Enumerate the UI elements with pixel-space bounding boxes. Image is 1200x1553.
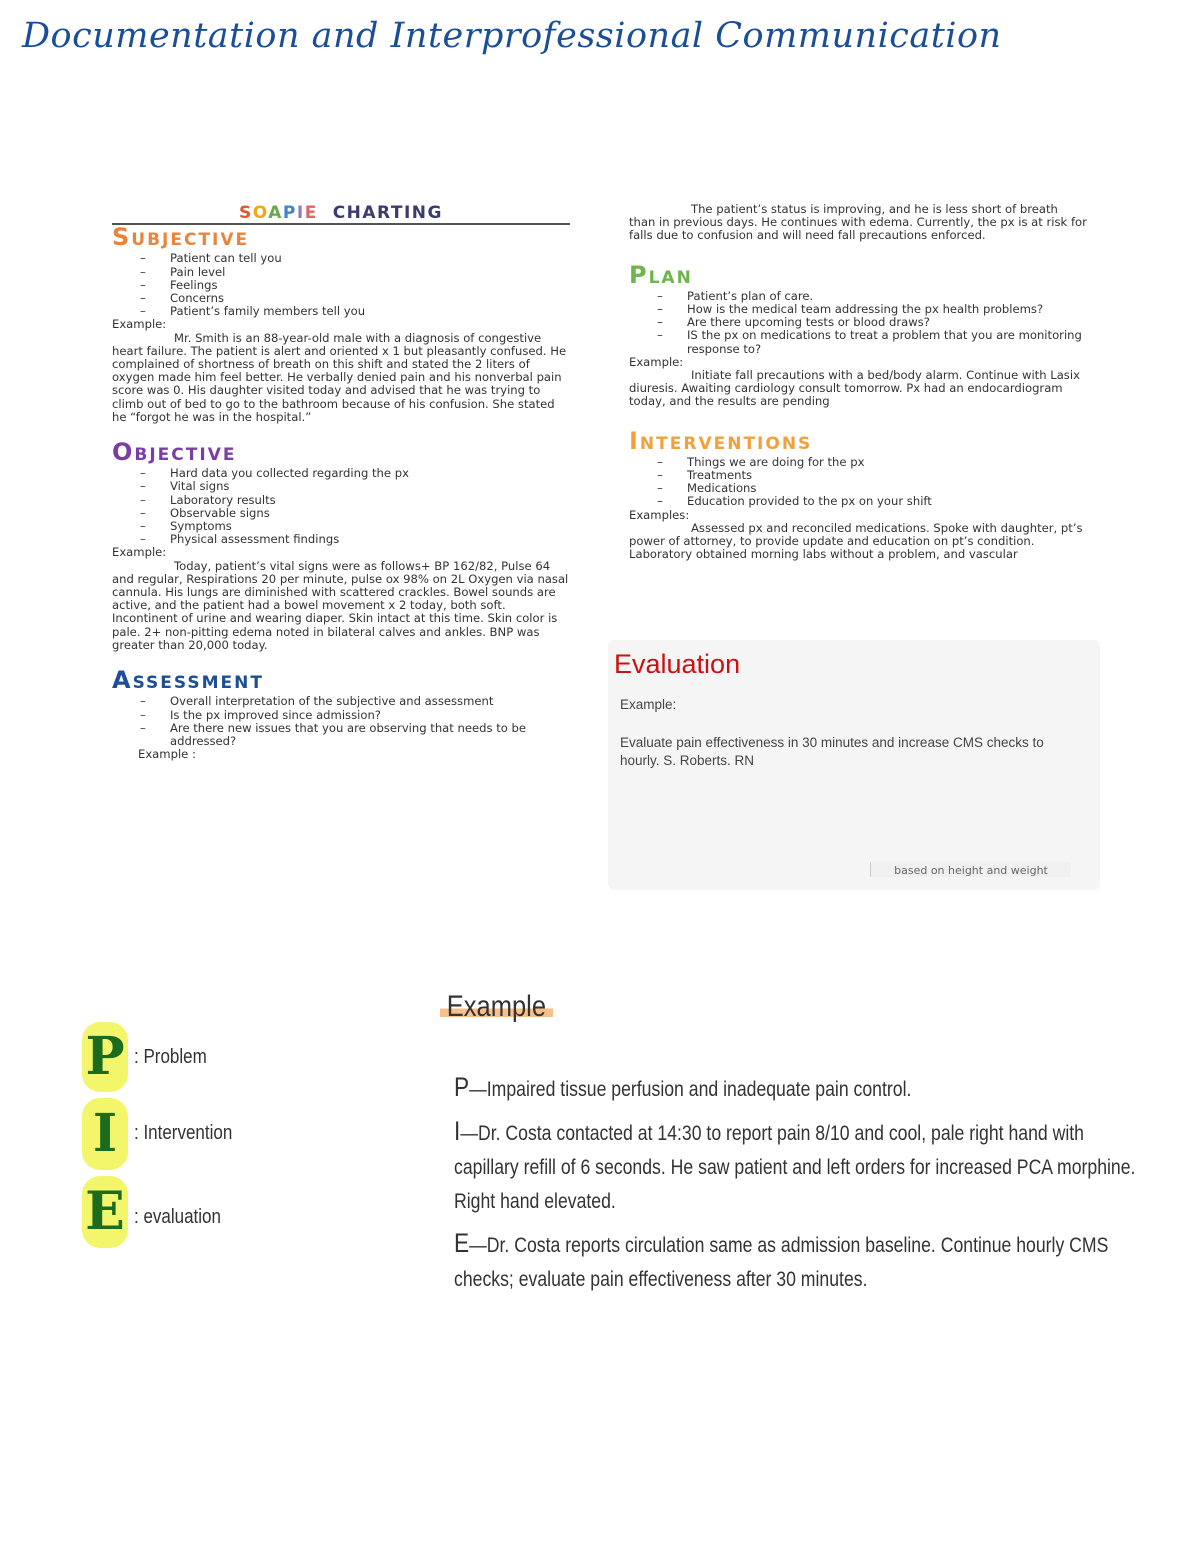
example-intervention-line-1: [454, 1114, 1168, 1151]
list-item: – IS the px on medications to treat a problem that you are monitoring response to?: [657, 329, 1087, 355]
soapie-right-column: [629, 203, 1087, 561]
example-e-text-1: —Dr. Costa reports circulation same as admission baseline. Continue hourly CMS: [469, 1234, 1109, 1257]
list-item: – How is the medical team addressing the px health problems?: [657, 303, 1087, 316]
assessment-heading: Assessment: [112, 666, 264, 695]
subjective-list: [112, 252, 570, 318]
list-item: – Vital signs: [140, 480, 570, 493]
interventions-example: [629, 522, 1087, 562]
pie-label-problem: : Problem: [134, 1046, 207, 1068]
list-item: – Patient’s family members tell you: [140, 305, 570, 318]
example-evaluation-line-2: checks; evaluate pain effectiveness after 30 minutes.: [454, 1268, 868, 1291]
list-item: – Patient’s plan of care.: [657, 290, 1087, 303]
list-item: – Hard data you collected regarding the px: [140, 467, 570, 480]
objective-heading: Objective: [112, 438, 237, 467]
evaluation-example: Evaluate pain effectiveness in 30 minutes and increase CMS checks to hourly. S. Roberts. RN: [620, 735, 1044, 768]
example-intervention-line-2: capillary refill of 6 seconds. He saw patient and left orders for increased PCA morphine.: [454, 1156, 1136, 1179]
plan-heading: Plan: [629, 260, 693, 289]
subjective-example: [112, 332, 570, 424]
list-item: – Medications: [657, 482, 1087, 495]
list-item: – Is the px improved since admission?: [140, 709, 570, 722]
pie-letter-p: P: [82, 1022, 128, 1092]
evaluation-table-fragment: based on height and weight: [870, 862, 1071, 877]
example-intervention-line-3: Right hand elevated.: [454, 1190, 616, 1213]
soapie-letter-i: I: [296, 203, 305, 223]
assessment-list: [112, 695, 570, 748]
interventions-list: [629, 456, 1087, 509]
list-item: – Things we are doing for the px: [657, 456, 1087, 469]
list-item: – Are there new issues that you are observing that needs to be addressed?: [140, 722, 570, 748]
example-label: Example:: [629, 354, 684, 369]
list-item: – Feelings: [140, 279, 570, 292]
list-item: – Treatments: [657, 469, 1087, 482]
objective-example-text: Today, patient’s vital signs were as follows+ BP 162/82, Pulse 64 and regular, Respirations 20 per minute, pulse ox 98% on 2L Oxygen via nasal cannula. His lungs are diminished with scattered crackles. Bowel sounds are active, and the patient had a bowel movement x 2 today, both soft. Incontinent of urine and wearing diaper. Skin intact at this time. Skin color is pale. 2+ non-pitting edema noted in bilateral calves and ankles. BNP was greater than 20,000 today.: [112, 558, 569, 652]
example-e-letter: E: [454, 1228, 470, 1258]
pie-letter-e: E: [82, 1176, 128, 1248]
example-p-text: —Impaired tissue perfusion and inadequate pain control.: [469, 1078, 912, 1101]
example-i-text-1: —Dr. Costa contacted at 14:30 to report pain 8/10 and cool, pale right hand with: [460, 1122, 1084, 1145]
soapie-charting-heading: [112, 203, 570, 223]
soapie-letter-a: A: [268, 203, 283, 223]
example-heading: Example: [440, 990, 553, 1024]
soapie-letter-o: O: [252, 203, 269, 223]
plan-list: [629, 290, 1087, 356]
list-item: – Concerns: [140, 292, 570, 305]
example-problem-line: [454, 1070, 1168, 1107]
soapie-letter-s: S: [239, 203, 253, 223]
example-label: Examples:: [629, 507, 690, 522]
example-evaluation-line-1: [454, 1226, 1168, 1263]
evaluation-heading: Evaluation: [614, 649, 741, 679]
soapie-letter-p: P: [282, 203, 297, 223]
example-i-letter: I: [454, 1116, 461, 1146]
example-label: Example:: [112, 545, 167, 560]
example-label: Example :: [138, 747, 196, 762]
pie-label-intervention: : Intervention: [134, 1122, 233, 1144]
list-item: – Are there upcoming tests or blood draws?: [657, 316, 1087, 329]
objective-list: [112, 467, 570, 546]
pie-label-evaluation: : evaluation: [134, 1206, 221, 1228]
page-title: Documentation and Interprofessional Communication: [22, 16, 1002, 56]
plan-example: [629, 369, 1087, 409]
soapie-left-column: [112, 205, 570, 761]
subjective-heading: Subjective: [112, 223, 250, 252]
example-label: Example:: [112, 317, 167, 332]
list-item: – Patient can tell you: [140, 252, 570, 265]
list-item: – Overall interpretation of the subjective and assessment: [140, 695, 570, 708]
objective-example: [112, 560, 570, 652]
list-item: – Physical assessment findings: [140, 533, 570, 546]
soapie-letter-e: E: [304, 203, 318, 223]
plan-example-text: Initiate fall precautions with a bed/body alarm. Continue with Lasix diuresis. Awaiting cardiology consult tomorrow. Px had an endocardiogram today, and the results are pending: [629, 368, 1080, 409]
list-item: – Symptoms: [140, 520, 570, 533]
interventions-example-text: Assessed px and reconciled medications. Spoke with daughter, pt’s power of attorney, to provide update and education on pt’s condition. Laboratory obtained morning labs without a problem, and vascular: [629, 520, 1083, 562]
evaluation-example-label: Example:: [620, 697, 677, 712]
list-item: – Laboratory results: [140, 494, 570, 507]
subjective-example-text: Mr. Smith is an 88-year-old male with a diagnosis of congestive heart failure. The patient is alert and oriented x 1 but pleasantly confused. He complained of shortness of breath on this shift and stated the 2 liters of oxygen made him feel better. He verbally denied pain and his nonverbal pain score was 0. His daughter visited today and advised that he was trying to climb out of bed to go to the bathroom because of his confusion. She stated he “forgot he was in the hospital.”: [112, 330, 567, 424]
interventions-heading: Interventions: [629, 426, 813, 455]
assessment-example: [629, 203, 1087, 243]
list-item: – Education provided to the px on your shift: [657, 495, 1087, 508]
example-p-letter: P: [454, 1072, 470, 1102]
soapie-charting-word: CHARTING: [332, 203, 443, 223]
list-item: – Observable signs: [140, 507, 570, 520]
pie-letter-i: I: [82, 1098, 128, 1170]
assessment-example-text: The patient’s status is improving, and he is less short of breath than in previous days. He continues with edema. Currently, the px is at risk for falls due to confusion and will need fall precautions enforced.: [629, 202, 1087, 243]
list-item: – Pain level: [140, 266, 570, 279]
